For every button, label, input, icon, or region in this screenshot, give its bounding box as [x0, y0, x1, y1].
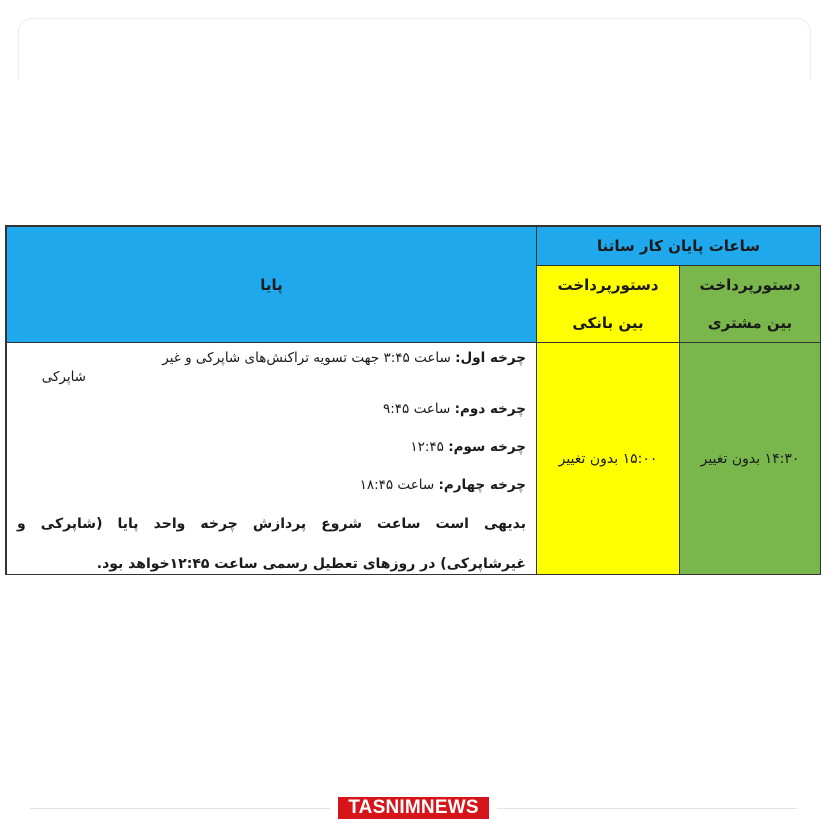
customer-header-line2: بین مشتری	[707, 314, 793, 332]
note-line-1: بدیهی است ساعت شروع پردازش چرخه واحد پایا (شاپرکی و	[17, 516, 526, 532]
customer-transfer-header	[679, 265, 821, 343]
paya-title: پایا	[260, 275, 283, 294]
bank-header-line2: بین بانکی	[572, 314, 644, 332]
cycle-3-label: چرخه سوم:	[448, 439, 526, 455]
cycle-1-text: ساعت ۳:۴۵ جهت تسویه تراکنش‌های شاپرکی و غیر	[162, 350, 456, 366]
bank-transfer-value-cell	[536, 342, 680, 575]
bank-transfer-header	[536, 265, 680, 343]
cycle-2-text: ساعت ۹:۴۵	[383, 401, 455, 417]
customer-transfer-value: ۱۴:۳۰ بدون تغییر	[700, 450, 800, 467]
cycle-3-text: ۱۲:۴۵	[410, 439, 449, 455]
cycle-2	[17, 393, 526, 431]
customer-transfer-value-cell	[679, 342, 821, 575]
cycle-4	[17, 469, 526, 507]
satna-header-cell	[536, 226, 821, 266]
card-frame	[18, 18, 811, 79]
paya-header-cell	[6, 226, 537, 343]
satna-paya-table	[5, 225, 821, 575]
cycle-4-label: چرخه چهارم:	[438, 477, 526, 493]
footer-rule-left	[30, 808, 330, 809]
tasnimnews-logo: TASNIMNEWS	[338, 797, 489, 819]
cycle-1	[17, 347, 526, 369]
footer-rule-right	[497, 808, 797, 809]
bank-header-line1: دستورپرداخت	[557, 276, 659, 294]
cycle-1-text-continued: شاپرکی	[41, 369, 86, 385]
cycle-1-label: چرخه اول:	[455, 350, 526, 366]
paya-cycles-cell	[6, 342, 537, 575]
satna-title: ساعات پایان کار ساتنا	[596, 237, 761, 255]
note-line-2: غیرشاپرکی) در روزهای تعطیل رسمی ساعت ۱۲:۴۵خواهد بود.	[96, 556, 526, 572]
cycle-3	[17, 431, 526, 469]
cycle-1-continued	[17, 369, 526, 393]
cycle-2-label: چرخه دوم:	[454, 401, 526, 417]
customer-header-line1: دستورپرداخت	[699, 276, 801, 294]
cycle-4-text: ساعت ۱۸:۴۵	[359, 477, 439, 493]
bank-transfer-value: ۱۵:۰۰ بدون تغییر	[558, 450, 658, 467]
